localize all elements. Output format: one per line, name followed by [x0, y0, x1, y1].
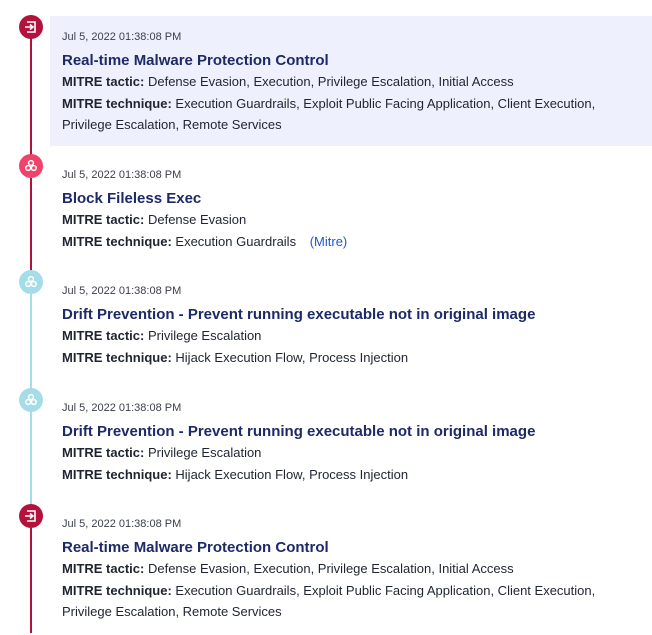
mitre-technique-value: Execution Guardrails — [175, 233, 297, 249]
mitre-tactic-row — [62, 71, 640, 93]
mitre-technique-label: MITRE technique: — [62, 466, 172, 482]
event-timestamp: Jul 5, 2022 01:38:08 PM — [62, 31, 182, 43]
timeline-event-card[interactable] — [50, 387, 652, 497]
mitre-tactic-label: MITRE tactic: — [62, 74, 145, 89]
mitre-technique-value: Hijack Execution Flow, Process Injection — [175, 466, 409, 482]
mitre-tactic-value: Defense Evasion, Execution, Privilege Escalation, Initial Access — [147, 561, 514, 576]
mitre-technique-label: MITRE technique: — [62, 233, 172, 249]
event-title[interactable]: Real-time Malware Protection Control — [62, 539, 329, 556]
timeline-connector — [30, 178, 32, 282]
mitre-technique-value: Execution Guardrails, Exploit Public Facing Application, Client Execution, — [175, 95, 596, 111]
mitre-tactic-value: Privilege Escalation — [147, 328, 262, 343]
mitre-tactic-row — [62, 558, 640, 580]
biohazard-icon — [19, 154, 43, 178]
mitre-technique-label: MITRE technique: — [62, 582, 172, 598]
event-title[interactable]: Drift Prevention - Prevent running executable not in original image — [62, 306, 536, 323]
mitre-tactic-label: MITRE tactic: — [62, 212, 145, 227]
timeline-event-card[interactable] — [50, 154, 652, 264]
mitre-tactic-row — [62, 325, 640, 347]
mitre-technique-value: Hijack Execution Flow, Process Injection — [175, 349, 409, 365]
mitre-tactic-label: MITRE tactic: — [62, 561, 145, 576]
timeline-connector — [30, 294, 32, 400]
mitre-technique-value-cont: Privilege Escalation, Remote Services — [62, 117, 282, 132]
timeline-event-card[interactable] — [50, 16, 652, 146]
timeline-connector — [30, 528, 32, 633]
mitre-tactic-value: Defense Evasion — [147, 212, 247, 227]
mitre-technique-label: MITRE technique: — [62, 349, 172, 365]
event-timestamp: Jul 5, 2022 01:38:08 PM — [62, 402, 182, 414]
mitre-technique-label: MITRE technique: — [62, 95, 172, 111]
biohazard-icon — [19, 270, 43, 294]
mitre-technique-row — [62, 464, 640, 486]
mitre-tactic-row — [62, 442, 640, 464]
exit-door-icon — [19, 504, 43, 528]
timeline-connector — [30, 412, 32, 516]
mitre-tactic-value: Privilege Escalation — [147, 445, 262, 460]
mitre-technique-row — [62, 580, 640, 623]
mitre-technique-row — [62, 347, 640, 369]
exit-door-icon — [19, 15, 43, 39]
mitre-link[interactable]: (Mitre) — [309, 233, 348, 249]
mitre-technique-row — [62, 231, 640, 253]
event-timestamp: Jul 5, 2022 01:38:08 PM — [62, 518, 182, 530]
mitre-tactic-row — [62, 209, 640, 231]
mitre-tactic-label: MITRE tactic: — [62, 328, 145, 343]
timeline-event-card[interactable] — [50, 503, 652, 635]
mitre-tactic-label: MITRE tactic: — [62, 445, 145, 460]
event-title[interactable]: Block Fileless Exec — [62, 190, 202, 207]
event-timestamp: Jul 5, 2022 01:38:08 PM — [62, 285, 182, 297]
timeline-event-card[interactable] — [50, 270, 652, 380]
mitre-technique-value-cont: Privilege Escalation, Remote Services — [62, 604, 282, 619]
mitre-tactic-value: Defense Evasion, Execution, Privilege Escalation, Initial Access — [147, 74, 514, 89]
biohazard-icon — [19, 388, 43, 412]
event-title[interactable]: Real-time Malware Protection Control — [62, 52, 329, 69]
event-timestamp: Jul 5, 2022 01:38:08 PM — [62, 169, 182, 181]
event-title[interactable]: Drift Prevention - Prevent running executable not in original image — [62, 423, 536, 440]
mitre-technique-value: Execution Guardrails, Exploit Public Facing Application, Client Execution, — [175, 582, 596, 598]
timeline-connector — [30, 38, 32, 166]
mitre-technique-row — [62, 93, 640, 136]
